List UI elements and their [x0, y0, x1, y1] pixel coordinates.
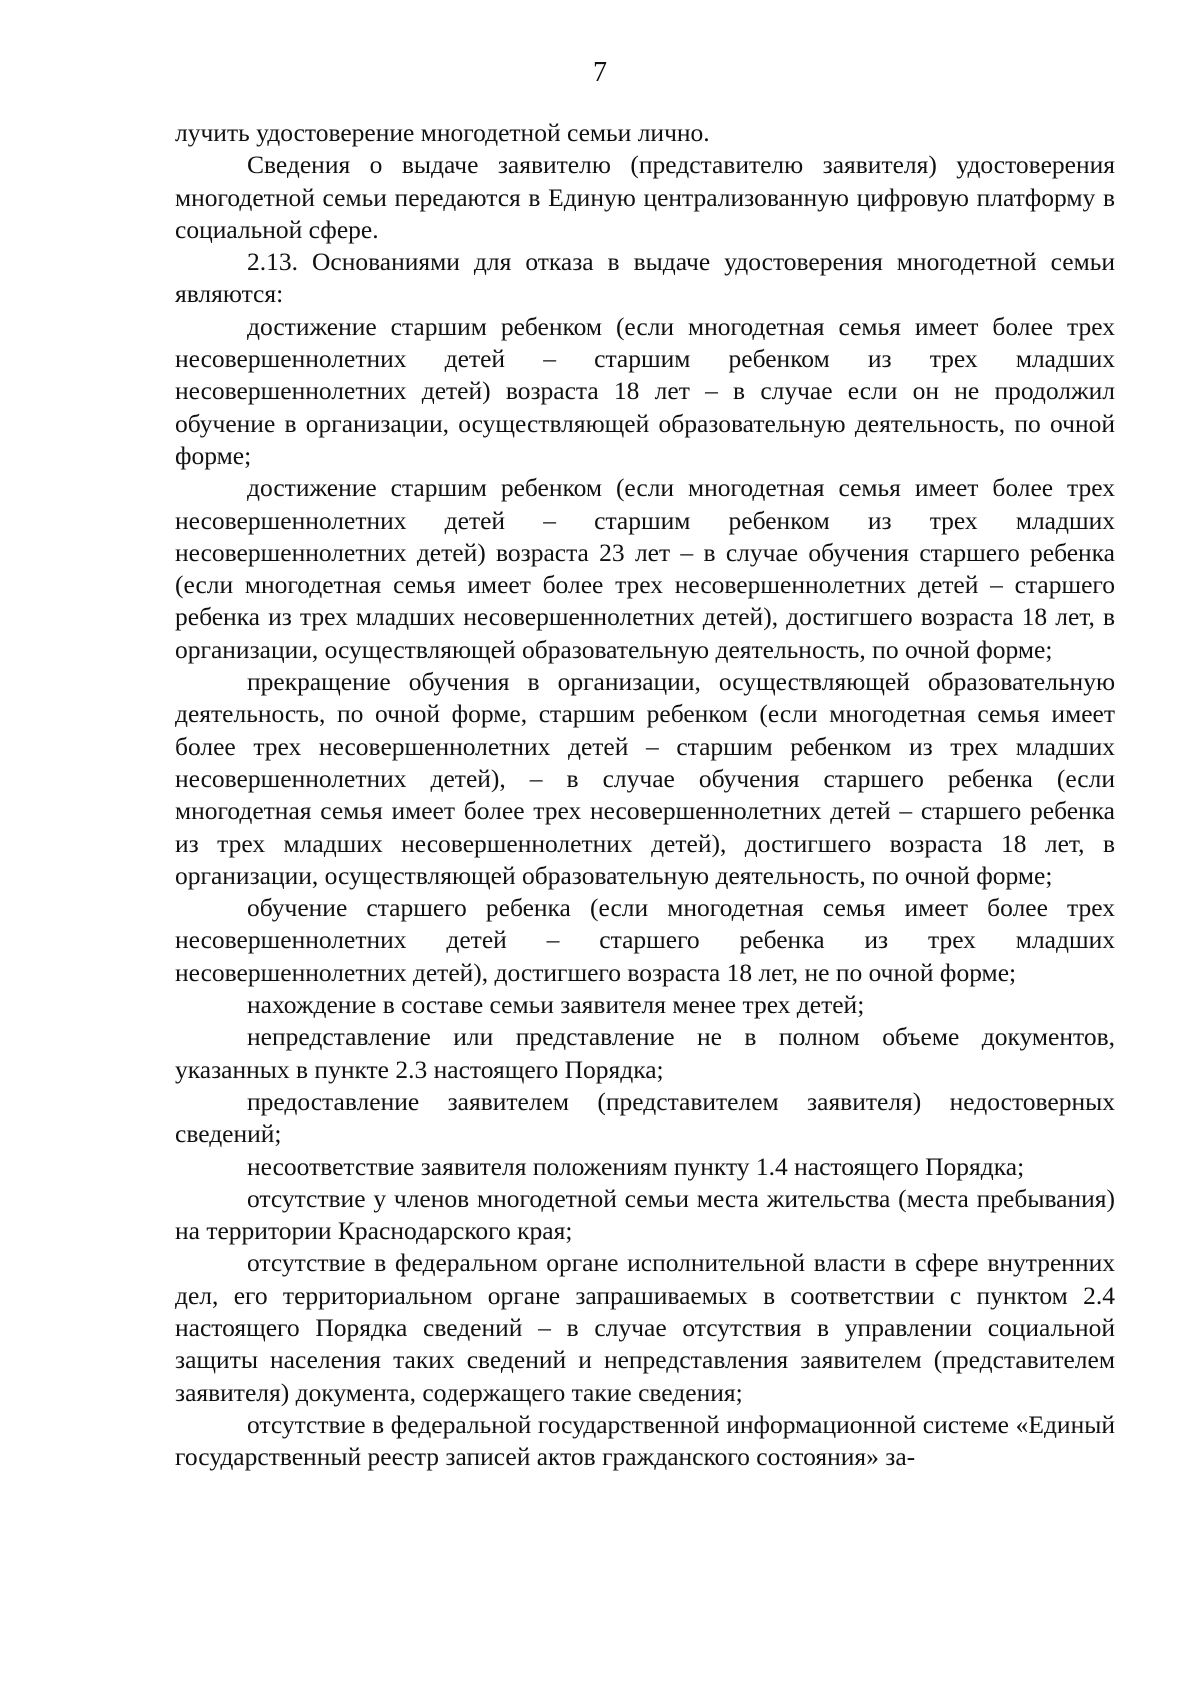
- paragraph-platform-transfer: Сведения о выдаче заявителю (представителю заявителя) удостоверения многодетной семьи передаются в Единую централизованную цифровую платформу в социальной сфере.: [175, 150, 1115, 244]
- paragraph-refusal-ground-study-termination: прекращение обучения в организации, осуществляющей образовательную деятельность, по очной форме, старшим ребенком (если многодетная семья имеет более трех несовершеннолетних детей – старшим ребенком из трех младших несовершеннолетних детей), – в случае обучения старшего ребенка (если многодетная семья имеет более трех несовершеннолетних детей – старшего ребенка из трех младших несовершеннолетних детей), достигшего возраста 18 лет, в организации, осуществляющей образовательную деятельность, по очной форме;: [175, 667, 1115, 890]
- paragraph-refusal-ground-non-fulltime: обучение старшего ребенка (если многодетная семья имеет более трех несовершеннолетних детей – старшего ребенка из трех младших несовершеннолетних детей), достигшего возраста 18 лет, не по очной форме;: [175, 893, 1115, 987]
- paragraph-2-13-heading: 2.13. Основаниями для отказа в выдаче удостоверения многодетной семьи являются:: [175, 247, 1115, 309]
- paragraph-refusal-ground-fewer-children: нахождение в составе семьи заявителя менее трех детей;: [247, 990, 865, 1020]
- paragraph-refusal-ground-age-18: достижение старшим ребенком (если многодетная семья имеет более трех несовершеннолетних детей – старшим ребенком из трех младших несовершеннолетних детей) возраста 18 лет – в случае если он не продолжил обучение в организации, осуществляющей образовательную деятельность, по очной форме;: [175, 311, 1115, 470]
- paragraph-refusal-ground-false-info: предоставление заявителем (представителем заявителя) недостоверных сведений;: [175, 1086, 1115, 1149]
- paragraph-refusal-ground-missing-mvd-info: отсутствие в федеральном органе исполнительной власти в сфере внутренних дел, его территориальном органе запрашиваемых в соответствии с пунктом 2.4 настоящего Порядка сведений – в случае отсутствия в управлении социальной защиты населения таких сведений и непредставления заявителем (представителем заявителя) документа, содержащего такие сведения;: [175, 1248, 1115, 1407]
- paragraph-refusal-ground-missing-registry: отсутствие в федеральной государственной информационной системе «Единый государственный реестр записей актов гражданского состояния» за-: [175, 1409, 1115, 1472]
- paragraph-refusal-ground-incomplete-documents: непредставление или представление не в полном объеме документов, указанных в пункте 2.3 настоящего Порядка;: [175, 1022, 1115, 1084]
- page-number: 7: [593, 57, 607, 88]
- paragraph-refusal-ground-age-23: достижение старшим ребенком (если многодетная семья имеет более трех несовершеннолетних детей – старшим ребенком из трех младших несовершеннолетних детей) возраста 23 лет – в случае обучения старшего ребенка (если многодетная семья имеет более трех несовершеннолетних детей – старшего ребенка из трех младших несовершеннолетних детей), достигшего возраста 18 лет, в организации, осуществляющей образовательную деятельность, по очной форме;: [175, 473, 1115, 664]
- paragraph-continuation: лучить удостоверение многодетной семьи лично.: [175, 118, 710, 147]
- paragraph-refusal-ground-no-residence: отсутствие у членов многодетной семьи места жительства (места пребывания) на территории Краснодарского края;: [175, 1183, 1115, 1246]
- paragraph-refusal-ground-nonconformity: несоответствие заявителя положениям пункту 1.4 настоящего Порядка;: [247, 1151, 1025, 1181]
- document-body: [175, 117, 1115, 1473]
